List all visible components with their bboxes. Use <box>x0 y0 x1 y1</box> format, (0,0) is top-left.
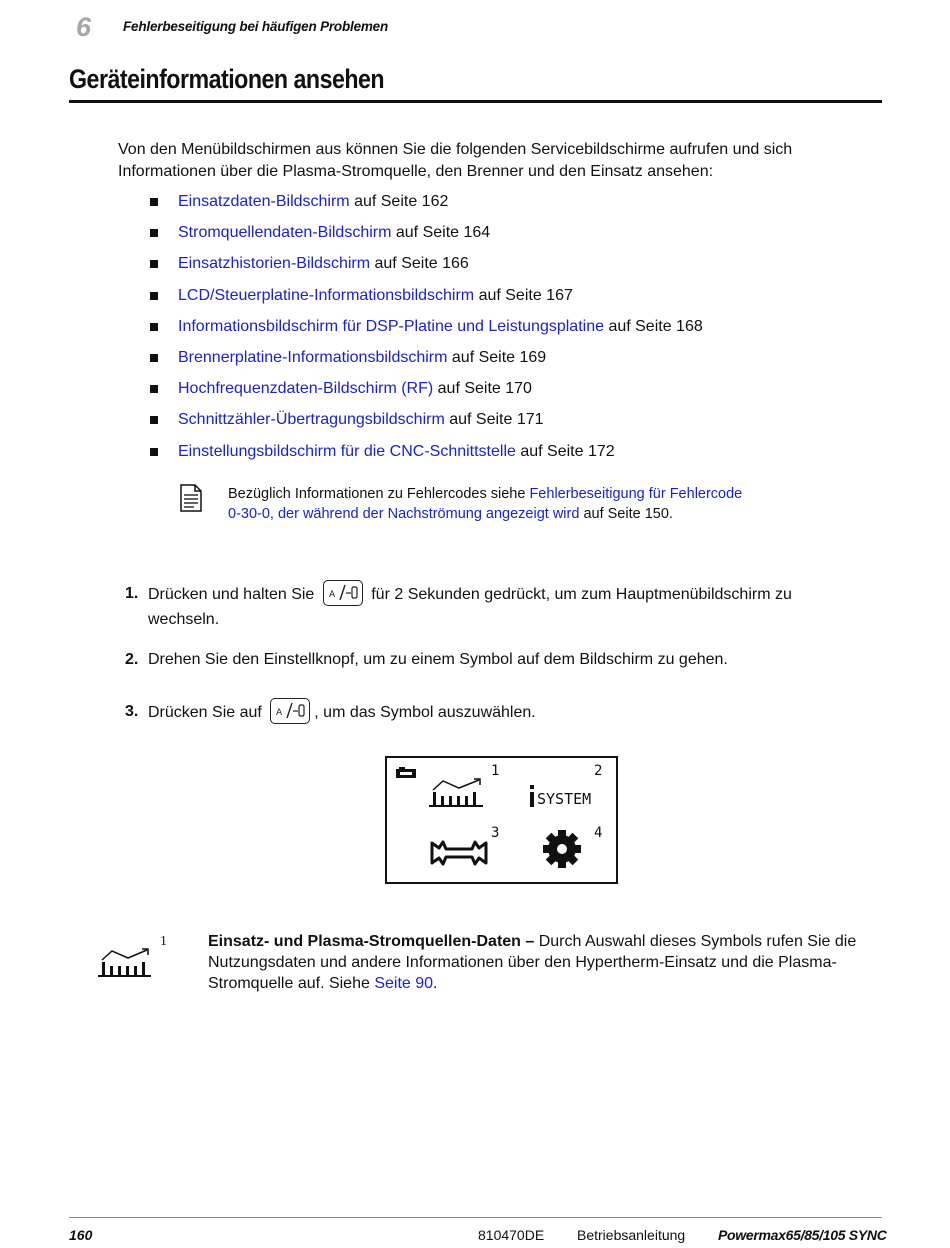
bullet-icon <box>150 323 158 331</box>
page-ref: auf Seite 164 <box>391 224 491 242</box>
lcd-system-label: SYSTEM <box>537 790 592 808</box>
bullet-icon <box>150 292 158 300</box>
bullet-icon <box>150 198 158 206</box>
bullet-icon <box>150 260 158 268</box>
doc-type: Betriebsanleitung <box>577 1227 686 1243</box>
lcd-number-1: 1 <box>491 763 500 779</box>
link-brennerplatine[interactable]: Brennerplatine-Informationsbildschirm <box>178 348 448 366</box>
page-ref: auf Seite 172 <box>515 442 615 460</box>
lcd-status-icon <box>396 767 416 779</box>
page-ref: auf Seite 167 <box>474 286 573 304</box>
link-hochfrequenzdaten[interactable]: Hochfrequenzdaten-Bildschirm (RF) <box>178 380 434 398</box>
select-key-button-icon <box>270 698 310 724</box>
link-cnc-schnittstelle[interactable]: Einstellungsbildschirm für die CNC-Schnittstelle <box>178 442 516 460</box>
product-name: Powermax65/85/105 SYNC <box>718 1227 887 1243</box>
section-title: Geräteinformationen ansehen <box>69 64 385 94</box>
note-document-icon <box>180 484 202 512</box>
select-key-button-icon <box>323 580 363 606</box>
chapter-number: 6 <box>76 12 92 42</box>
lcd-main-menu-screen <box>385 756 618 884</box>
page-ref: auf Seite 169 <box>447 348 547 366</box>
list-item <box>148 347 703 378</box>
usage-data-icon <box>98 948 152 978</box>
wrench-icon <box>429 838 489 868</box>
link-lcd-steuerplatine[interactable]: LCD/Steuerplatine-Informationsbildschirm <box>178 286 475 304</box>
page-ref: auf Seite 162 <box>349 193 449 210</box>
usage-data-icon <box>429 778 485 808</box>
note-text: Bezüglich Informationen zu Fehlercodes siehe Fehlerbeseitigung für Fehlercode 0-30-0, der während der Nachströmung angezeigt wird auf Seite 150. <box>228 486 743 522</box>
list-item <box>148 409 703 440</box>
page-number: 160 <box>69 1227 93 1243</box>
title-rule <box>69 100 882 103</box>
doc-number: 810470DE <box>478 1227 545 1243</box>
bullet-icon <box>150 416 158 424</box>
lcd-number-3: 3 <box>491 825 500 841</box>
gear-icon <box>543 830 581 868</box>
link-einsatzdaten[interactable]: Einsatzdaten-Bildschirm <box>178 193 350 210</box>
page-ref: auf Seite 171 <box>444 411 544 429</box>
svg-text:A: A <box>328 590 335 600</box>
legend-description: Einsatz- und Plasma-Stromquellen-Daten – Durch Auswahl dieses Symbols rufen Sie die Nutzungsdaten und andere Informationen über den Hypertherm-Einsatz und die Plasma-Stromquelle auf. Siehe Seite 90. <box>208 933 857 992</box>
intro-paragraph: Von den Menübildschirmen aus können Sie die folgenden Servicebildschirme aufrufen und sich Informationen über die Plasma-Stromquelle, den Brenner und den Einsatz ansehen: <box>118 141 793 180</box>
info-i-icon <box>529 785 535 807</box>
service-screen-list <box>148 191 703 472</box>
bullet-icon <box>150 354 158 362</box>
bullet-icon <box>150 448 158 456</box>
link-seite-90[interactable]: Seite 90 <box>374 975 434 992</box>
chapter-title: Fehlerbeseitigung bei häufigen Problemen <box>123 19 389 34</box>
footer-rule <box>69 1217 882 1218</box>
page-ref: auf Seite 168 <box>604 317 703 335</box>
link-fehlercode-0-30-0[interactable]: Fehlerbeseitigung für Fehlercode 0-30-0, der während der Nachströmung angezeigt wird <box>228 486 743 522</box>
page-ref: auf Seite 170 <box>433 380 532 398</box>
link-stromquellendaten[interactable]: Stromquellendaten-Bildschirm <box>178 224 392 242</box>
lcd-number-2: 2 <box>594 763 603 779</box>
legend-number: 1 <box>160 934 167 949</box>
link-schnittzaehler[interactable]: Schnittzähler-Übertragungsbildschirm <box>178 411 445 429</box>
svg-text:A: A <box>276 708 283 718</box>
page-ref: auf Seite 166 <box>370 255 469 273</box>
list-item <box>148 253 703 284</box>
list-item <box>148 222 703 253</box>
bullet-icon <box>150 385 158 393</box>
list-item <box>148 316 703 347</box>
link-dsp-platine[interactable]: Informationsbildschirm für DSP-Platine und Leistungsplatine <box>178 317 604 335</box>
list-item <box>148 191 703 222</box>
bullet-icon <box>150 229 158 237</box>
list-item <box>148 378 703 409</box>
list-item <box>148 285 703 316</box>
list-item <box>148 441 703 472</box>
link-einsatzhistorien[interactable]: Einsatzhistorien-Bildschirm <box>178 255 371 273</box>
lcd-number-4: 4 <box>594 825 603 841</box>
